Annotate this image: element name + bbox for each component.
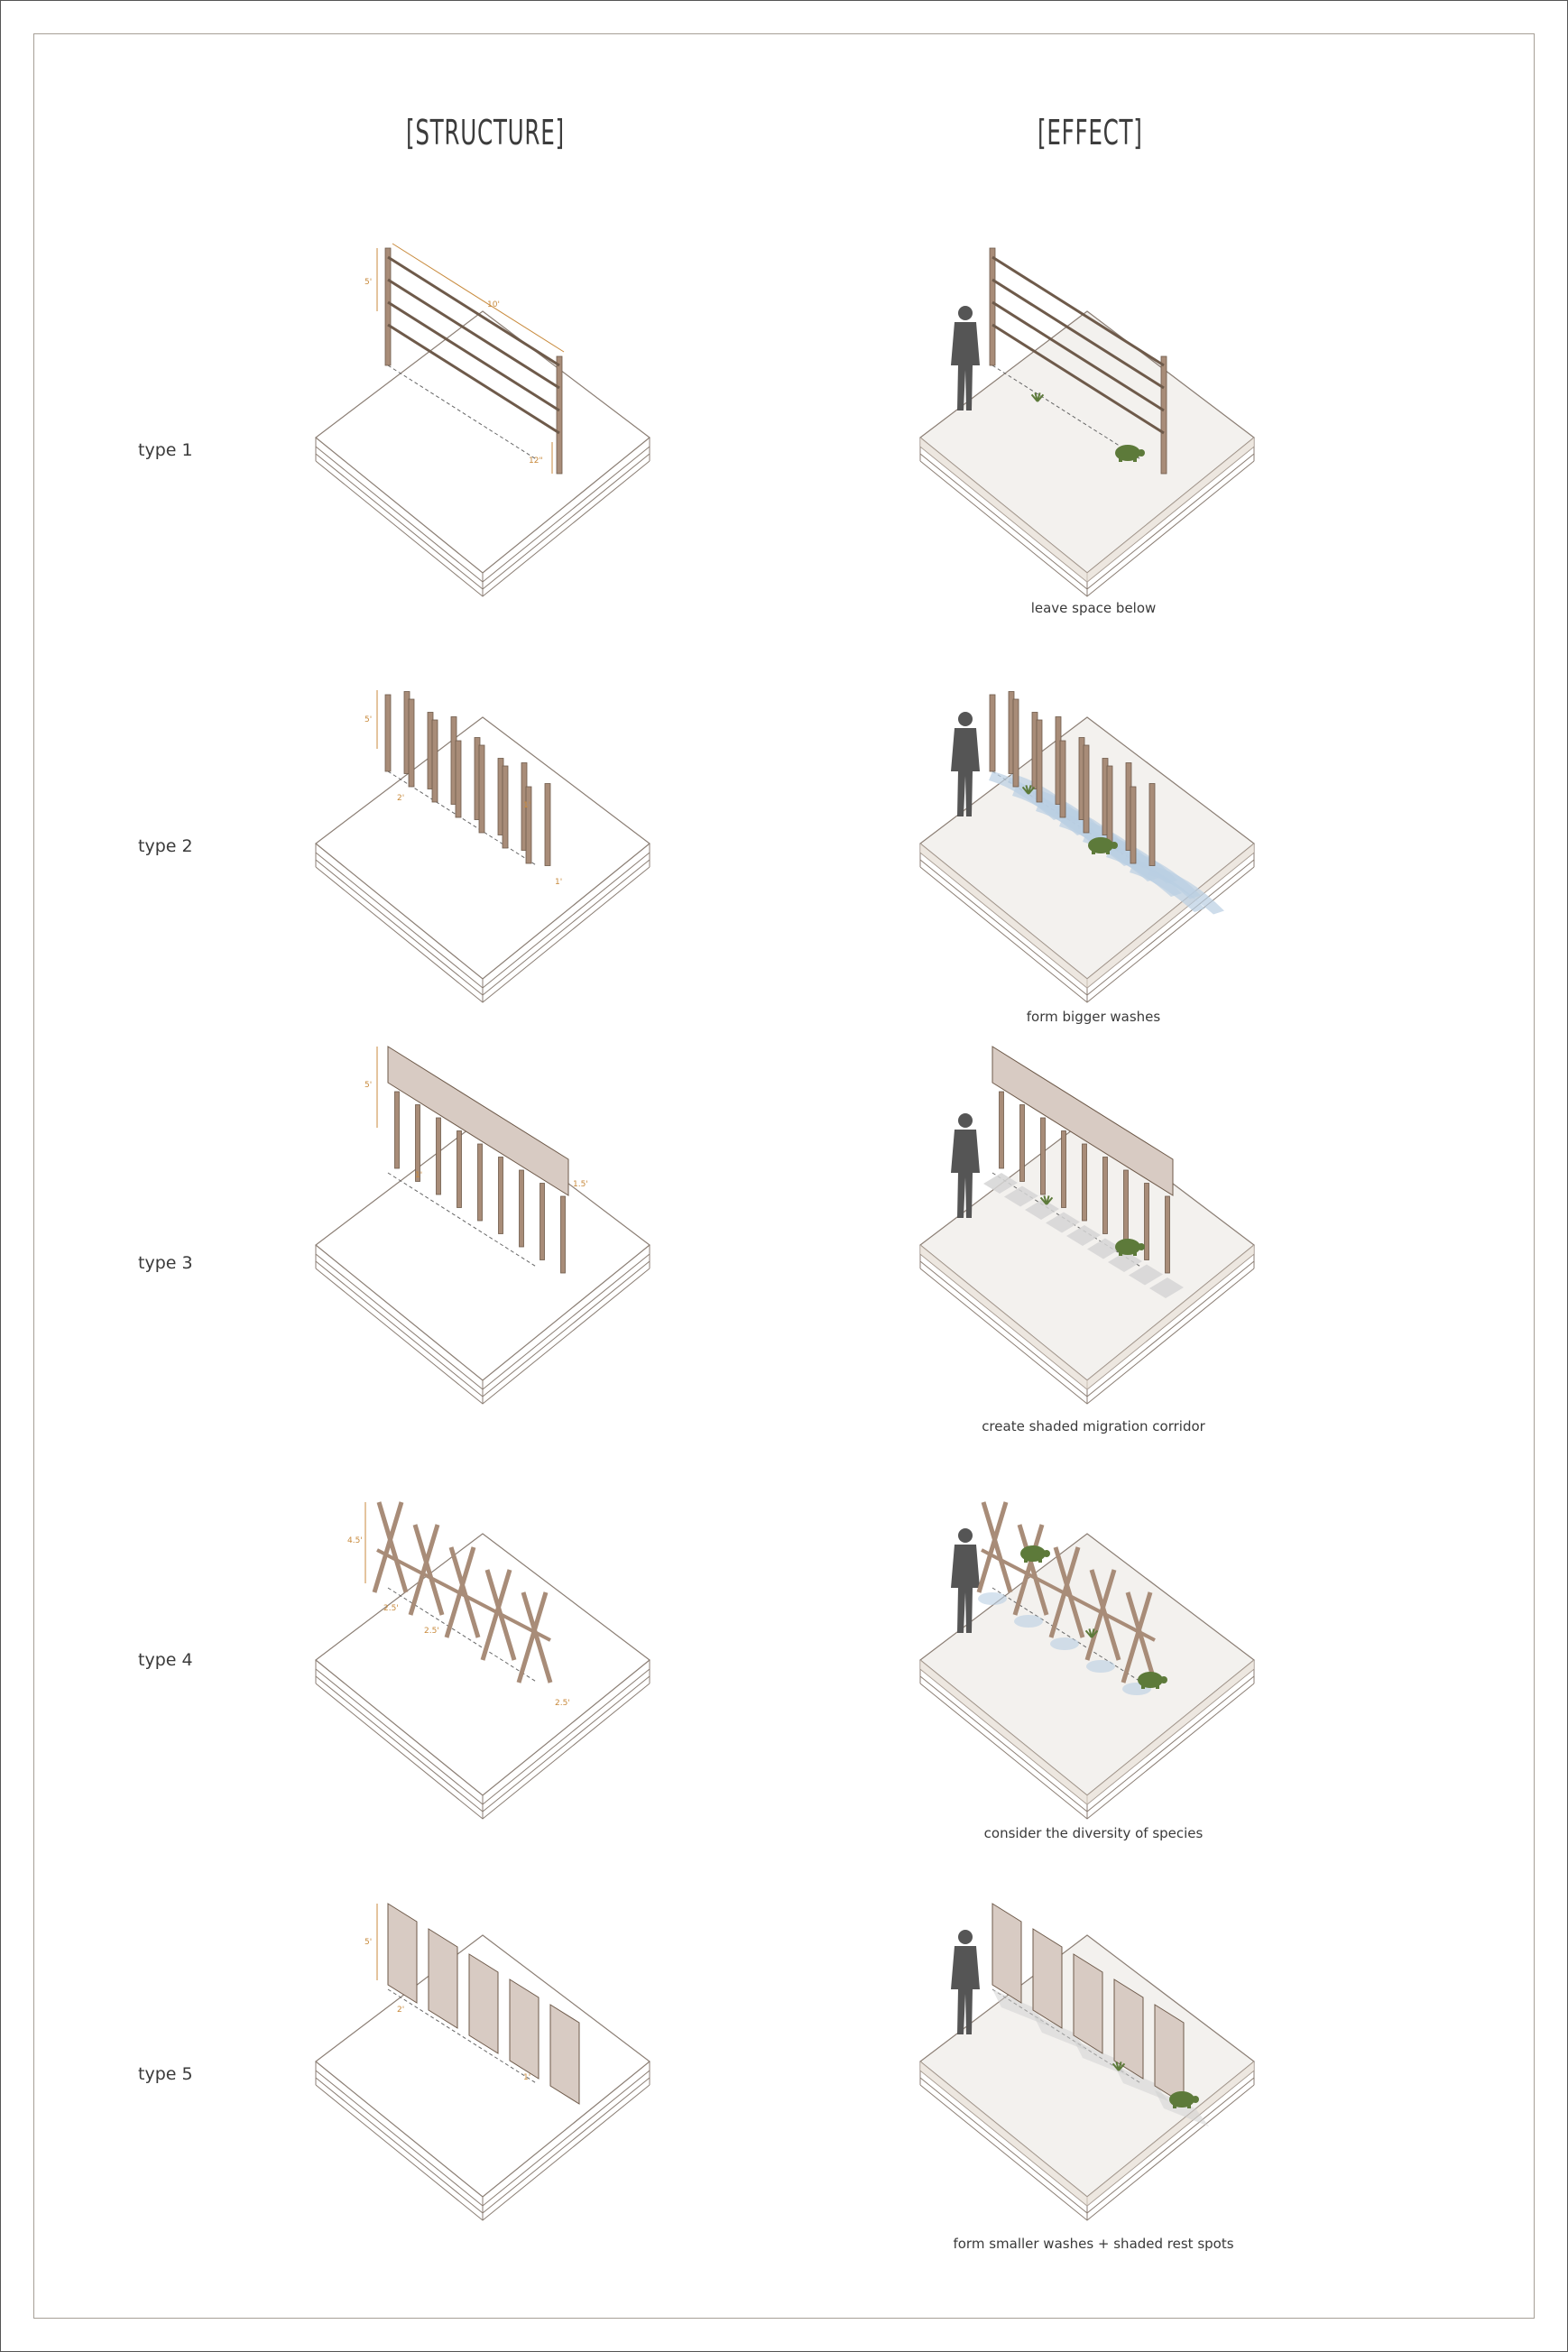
type-4-label: type 4 (138, 1650, 193, 1670)
vertical-panel (550, 2005, 579, 2104)
structure-diagram-type-5 (316, 1904, 650, 2220)
person-silhouette (951, 1930, 980, 2034)
animal-leg (1133, 457, 1137, 462)
animal-leg (1187, 2104, 1191, 2108)
animal-leg (1133, 1251, 1137, 1256)
dimension-label: 1' (523, 2073, 531, 2082)
structure-diagram-type-4 (316, 1502, 650, 1819)
vertical-post (1062, 1131, 1066, 1208)
type-1-caption: leave space below (1030, 600, 1157, 616)
dimension-label: 2' (397, 794, 405, 803)
vertical-post (526, 787, 531, 863)
dimension-label: 2.5' (383, 1604, 399, 1613)
person-head (958, 1930, 973, 1944)
vertical-post (409, 699, 414, 787)
type-4-caption: consider the diversity of species (983, 1825, 1204, 1841)
vertical-post (385, 695, 391, 771)
dimension-label: 1.5' (573, 1180, 588, 1189)
a-frame-strut (979, 1502, 1006, 1592)
animal-head (1111, 842, 1118, 849)
effect-header: [EFFECT] (1038, 113, 1143, 152)
dimension-label: 5' (364, 1081, 373, 1090)
slab-top (316, 1119, 650, 1380)
dimension-label: 12" (529, 457, 543, 466)
person-head (958, 712, 973, 726)
vertical-post (1013, 699, 1019, 787)
vertical-post (1124, 1170, 1129, 1247)
animal-head (1043, 1550, 1050, 1557)
animal-leg (1038, 1558, 1042, 1563)
dimension-label: 2.5' (555, 1699, 570, 1708)
type-2-label: type 2 (138, 836, 193, 856)
type-5-caption: form smaller washes + shaded rest spots (953, 2236, 1234, 2252)
type-3-label: type 3 (138, 1253, 193, 1273)
animal-leg (1119, 457, 1122, 462)
animal-leg (1141, 1684, 1145, 1689)
shade-pool (1050, 1637, 1079, 1650)
vertical-post (1149, 784, 1155, 866)
structure-header: [STRUCTURE] (406, 113, 565, 152)
person-silhouette (951, 1113, 980, 1218)
type-5-label: type 5 (138, 2064, 193, 2084)
dimension-label: 5' (364, 1938, 373, 1947)
vertical-post (1060, 741, 1065, 817)
vertical-post (1166, 1196, 1170, 1273)
vertical-panel (469, 1954, 498, 2053)
vertical-post (520, 1170, 524, 1247)
effect-diagram-type-1 (920, 248, 1254, 596)
post (557, 356, 562, 474)
vertical-panel (992, 1904, 1021, 2003)
person-head (958, 1113, 973, 1128)
shade-pool (1014, 1615, 1043, 1628)
vertical-post (1041, 1118, 1046, 1194)
dimension-label: 1' (523, 801, 531, 810)
animal-leg (1092, 850, 1095, 854)
vertical-post (1083, 1144, 1087, 1221)
vertical-panel (1114, 1979, 1143, 2079)
vertical-post (1020, 1105, 1025, 1182)
vertical-post (478, 1144, 483, 1221)
slab-top (316, 311, 650, 573)
vertical-post (479, 745, 484, 833)
vertical-post (432, 720, 438, 802)
animal-leg (1173, 2104, 1176, 2108)
effect-diagram-type-2 (920, 692, 1254, 1003)
type-3-caption: create shaded migration corridor (982, 1418, 1205, 1434)
vertical-panel (1074, 1954, 1102, 2053)
vertical-post (1084, 745, 1089, 833)
vertical-post (456, 741, 461, 817)
vertical-post (1000, 1092, 1004, 1168)
dimension-label: 1' (415, 1171, 423, 1180)
vertical-panel (1033, 1929, 1062, 2028)
shade-pool (1086, 1660, 1115, 1673)
vertical-post (437, 1118, 441, 1194)
person-silhouette (951, 1528, 980, 1633)
animal-leg (1156, 1684, 1159, 1689)
person-silhouette (951, 306, 980, 410)
effect-diagram-type-3 (920, 1047, 1254, 1404)
animal-head (1138, 1243, 1145, 1250)
vertical-post (415, 1105, 423, 1182)
dimension-label: 5' (364, 278, 373, 287)
vertical-post (1107, 766, 1112, 848)
dimension-label: 4.5' (347, 1536, 363, 1545)
dimension-label: 5' (364, 715, 373, 724)
vertical-post (990, 695, 995, 771)
vertical-post (545, 784, 550, 866)
vertical-panel (429, 1929, 457, 2028)
vertical-panel (1155, 2005, 1184, 2104)
vertical-panel (510, 1979, 539, 2079)
post (385, 248, 391, 365)
vertical-post (1145, 1184, 1149, 1260)
post (1161, 356, 1167, 474)
animal-leg (1106, 850, 1110, 854)
shade-pool (978, 1592, 1007, 1605)
vertical-post (395, 1092, 400, 1168)
animal-leg (1024, 1558, 1028, 1563)
vertical-post (540, 1184, 545, 1260)
vertical-post (499, 1158, 503, 1234)
dimension-label: 2.5' (424, 1627, 439, 1636)
person-head (958, 306, 973, 320)
structure-diagram-type-1 (316, 244, 650, 596)
effect-diagram-type-4 (920, 1502, 1254, 1819)
structure-diagram-type-2 (316, 690, 650, 1002)
dimension-label: 10' (487, 300, 500, 309)
vertical-post (457, 1131, 462, 1208)
effect-diagram-type-5 (920, 1904, 1254, 2220)
type-1-label: type 1 (138, 440, 193, 460)
animal-head (1138, 449, 1145, 457)
vertical-panel (388, 1904, 417, 2003)
a-frame-strut (374, 1502, 401, 1592)
vertical-post (1037, 720, 1042, 802)
dimension-label: 1' (555, 878, 563, 887)
person-silhouette (951, 712, 980, 816)
structure-diagram-type-3 (316, 1047, 650, 1404)
vertical-post (561, 1196, 566, 1273)
vertical-post (1130, 787, 1136, 863)
animal-head (1160, 1676, 1167, 1683)
lizard-icon (1020, 1545, 1050, 1563)
person-head (958, 1528, 973, 1543)
vertical-post (503, 766, 508, 848)
dimension-label: 2' (397, 2006, 405, 2015)
type-2-caption: form bigger washes (1026, 1009, 1161, 1025)
post (990, 248, 995, 365)
animal-leg (1119, 1251, 1122, 1256)
a-frame-strut (379, 1502, 406, 1592)
animal-head (1192, 2096, 1199, 2103)
vertical-post (1103, 1158, 1108, 1234)
a-frame-strut (983, 1502, 1010, 1592)
